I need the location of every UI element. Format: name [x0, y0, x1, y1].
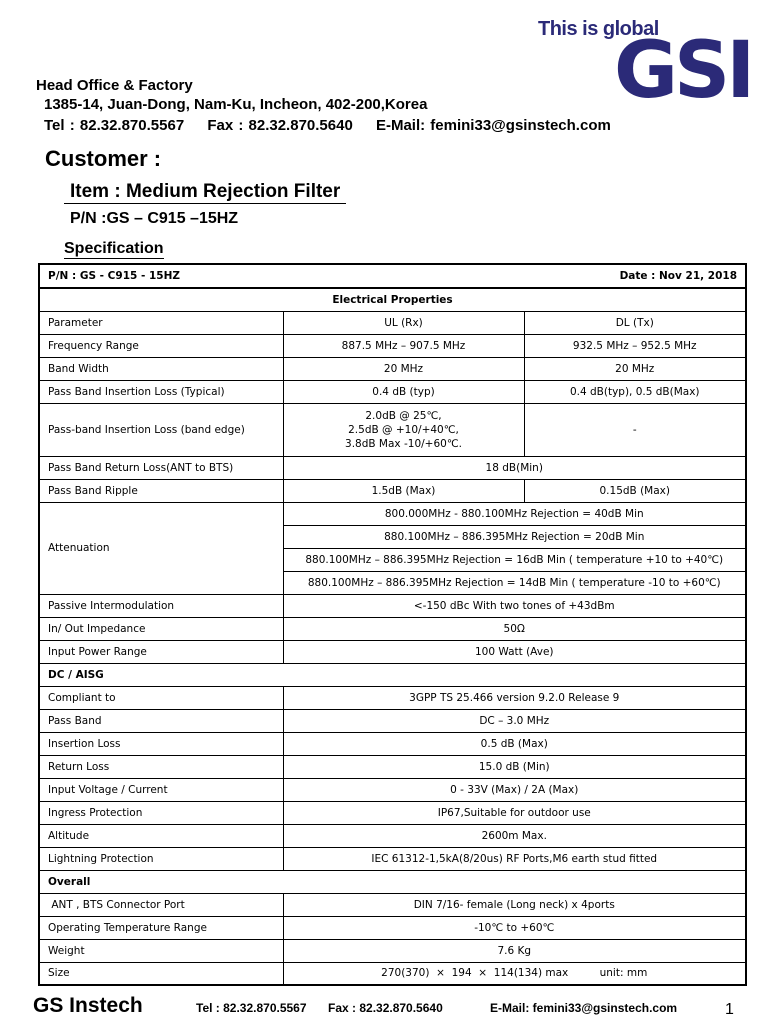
attenuation-value: 800.000MHz - 880.100MHz Rejection = 40dB Min [283, 502, 746, 525]
table-row [39, 939, 746, 962]
table-section-row [39, 663, 746, 686]
table-row [39, 732, 746, 755]
row-value: 3GPP TS 25.466 version 9.2.0 Release 9 [283, 686, 746, 709]
dl-value: 0.4 dB(typ), 0.5 dB(Max) [524, 380, 746, 403]
table-row [39, 479, 746, 502]
table-row [39, 617, 746, 640]
dl-value: 20 MHz [524, 357, 746, 380]
row-value: 0.5 dB (Max) [283, 732, 746, 755]
param-label: Parameter [39, 311, 283, 334]
row-label: Lightning Protection [39, 847, 283, 870]
footer-email: E-Mail: femini33@gsinstech.com [490, 1001, 678, 1015]
row-label: Operating Temperature Range [39, 916, 283, 939]
table-row [39, 357, 746, 380]
office-label: Head Office & Factory [36, 77, 193, 94]
row-value: 50Ω [283, 617, 746, 640]
header-tel: Tel : 82.32.870.5567 [44, 117, 185, 134]
size-value: 270(370) × 194 × 114(134) max [381, 967, 569, 980]
row-label: Ingress Protection [39, 801, 283, 824]
row-label: Size [39, 962, 283, 985]
row-label: Weight [39, 939, 283, 962]
ul-value-line: 2.0dB @ 25℃, [365, 409, 442, 422]
row-label: In/ Out Impedance [39, 617, 283, 640]
office-address: 1385-14, Juan-Dong, Nam-Ku, Incheon, 402-200,Korea [44, 96, 428, 113]
dl-label: DL (Tx) [524, 311, 746, 334]
ul-value: 20 MHz [283, 357, 524, 380]
table-section-row [39, 288, 746, 311]
row-label: ANT , BTS Connector Port [39, 893, 283, 916]
table-row [39, 778, 746, 801]
row-value: 100 Watt (Ave) [283, 640, 746, 663]
page-number: 1 [725, 1001, 734, 1018]
table-date: Date : Nov 21, 2018 [619, 270, 737, 282]
table-row [39, 916, 746, 939]
row-label: Pass Band [39, 709, 283, 732]
footer-fax: Fax : 82.32.870.5640 [328, 1001, 443, 1015]
table-row [39, 594, 746, 617]
row-label: Altitude [39, 824, 283, 847]
row-value: -10℃ to +60℃ [283, 916, 746, 939]
row-label: Pass-band Insertion Loss (band edge) [39, 403, 283, 456]
row-value: <-150 dBc With two tones of +43dBm [283, 594, 746, 617]
table-row [39, 847, 746, 870]
row-label: Return Loss [39, 755, 283, 778]
specification-heading: Specification [64, 240, 164, 257]
row-label: Frequency Range [39, 334, 283, 357]
ul-value [283, 403, 524, 456]
table-row [39, 311, 746, 334]
logo-mark: GSI [614, 26, 752, 116]
table-row [39, 640, 746, 663]
row-value: 7.6 Kg [283, 939, 746, 962]
table-row [39, 380, 746, 403]
part-number-title: P/N :GS – C915 –15HZ [70, 210, 239, 227]
dl-value: - [524, 403, 746, 456]
row-label: Attenuation [39, 502, 283, 594]
attenuation-value: 880.100MHz – 886.395MHz Rejection = 14dB Min ( temperature -10 to +60℃) [283, 571, 746, 594]
overall-heading: Overall [39, 870, 746, 893]
table-row [39, 962, 746, 985]
size-unit: unit: mm [599, 967, 648, 980]
footer-brand: GS Instech [33, 994, 143, 1017]
table-section-row [39, 870, 746, 893]
row-value: 15.0 dB (Min) [283, 755, 746, 778]
company-logo [538, 18, 752, 116]
dc-aisg-heading: DC / AISG [39, 663, 746, 686]
row-label: Insertion Loss [39, 732, 283, 755]
row-value: IEC 61312-1,5kA(8/20us) RF Ports,M6 earth stud fitted [283, 847, 746, 870]
table-row [39, 709, 746, 732]
ul-value-line: 2.5dB @ +10/+40℃, [348, 423, 459, 436]
row-value: 2600m Max. [283, 824, 746, 847]
row-value: DIN 7/16- female (Long neck) x 4ports [283, 893, 746, 916]
row-label: Pass Band Ripple [39, 479, 283, 502]
table-row [39, 801, 746, 824]
table-row [39, 334, 746, 357]
attenuation-value: 880.100MHz – 886.395MHz Rejection = 16dB Min ( temperature +10 to +40℃) [283, 548, 746, 571]
row-value: 0 - 33V (Max) / 2A (Max) [283, 778, 746, 801]
table-header-cell [39, 264, 746, 288]
table-row [39, 456, 746, 479]
footer-tel: Tel : 82.32.870.5567 [196, 1001, 307, 1015]
ul-value: 0.4 dB (typ) [283, 380, 524, 403]
row-label: Pass Band Return Loss(ANT to BTS) [39, 456, 283, 479]
dl-value: 932.5 MHz – 952.5 MHz [524, 334, 746, 357]
ul-value: 887.5 MHz – 907.5 MHz [283, 334, 524, 357]
ul-label: UL (Rx) [283, 311, 524, 334]
row-value: DC – 3.0 MHz [283, 709, 746, 732]
customer-label: Customer : [45, 146, 162, 171]
table-row [39, 755, 746, 778]
row-label: Input Power Range [39, 640, 283, 663]
table-row [39, 824, 746, 847]
row-value: IP67,Suitable for outdoor use [283, 801, 746, 824]
specification-table [38, 263, 747, 986]
table-row [39, 686, 746, 709]
office-contact [44, 117, 629, 134]
header-email: E-Mail: femini33@gsinstech.com [375, 117, 611, 134]
table-row [39, 403, 746, 456]
row-label: Compliant to [39, 686, 283, 709]
row-label: Band Width [39, 357, 283, 380]
table-row [39, 502, 746, 525]
row-label: Pass Band Insertion Loss (Typical) [39, 380, 283, 403]
ul-value-line: 3.8dB Max -10/+60℃. [345, 437, 462, 450]
table-row [39, 893, 746, 916]
dl-value: 0.15dB (Max) [524, 479, 746, 502]
row-value [283, 962, 746, 985]
table-part-number: P/N : GS - C915 - 15HZ [48, 270, 180, 282]
table-header-row [39, 264, 746, 288]
ul-value: 1.5dB (Max) [283, 479, 524, 502]
attenuation-value: 880.100MHz – 886.395MHz Rejection = 20dB Min [283, 525, 746, 548]
electrical-properties-heading: Electrical Properties [39, 288, 746, 311]
row-label: Input Voltage / Current [39, 778, 283, 801]
row-label: Passive Intermodulation [39, 594, 283, 617]
logo-tagline: This is global [538, 18, 659, 40]
item-title: Item : Medium Rejection Filter [64, 181, 346, 204]
row-value: 18 dB(Min) [283, 456, 746, 479]
header-fax: Fax : 82.32.870.5640 [207, 117, 353, 134]
